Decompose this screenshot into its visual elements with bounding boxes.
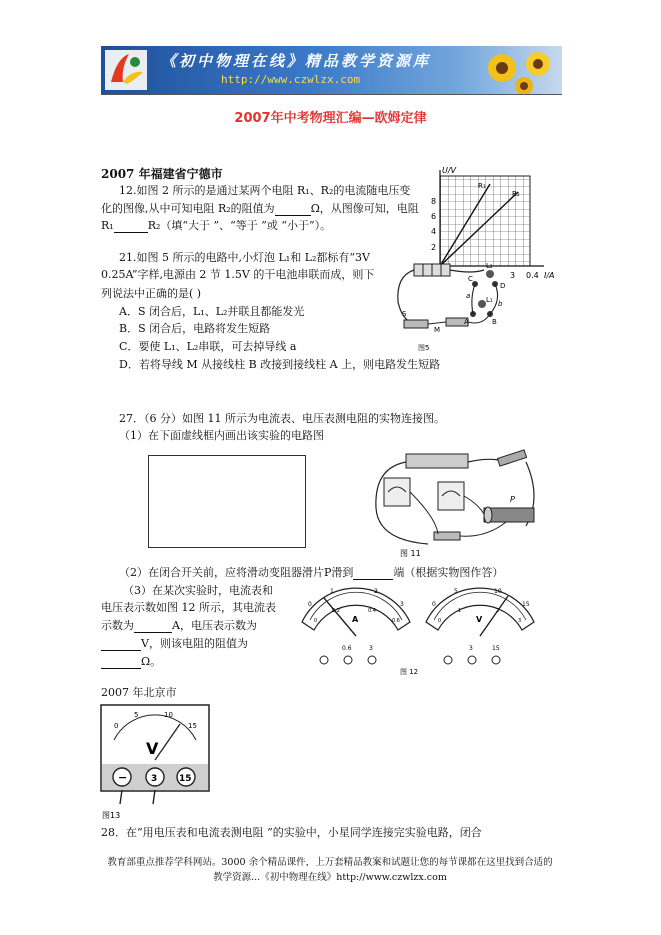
q27-sub1: （1）在下面虚线框内画出该实验的电路图 (119, 429, 324, 442)
q27-line1: 27．（6 分）如图 11 所示为电流表、电压表测电阻的实物连接图。 (119, 412, 445, 425)
q27-blank-slider-end[interactable] (353, 565, 393, 580)
battery-pack-icon (406, 454, 468, 468)
fig13-symbol: V (146, 739, 159, 758)
ammeter-small-2: 0.4 (368, 608, 376, 614)
switch-icon (404, 320, 428, 328)
q21-line2: 0.25A”字样,电源由 2 节 1.5V 的干电池串联而成，则下 (101, 268, 375, 281)
label-d: D (500, 282, 506, 290)
fig13-terminal-label-3: 3 (151, 774, 158, 784)
ammeter-scale-0: 0 (308, 601, 312, 608)
q21-option-a[interactable]: A．S 闭合后，L₁、L₂并联且都能发光 (119, 305, 305, 318)
q12-line2-start: 化的图像,从中可知电阻 R₂的阻值为 (101, 202, 275, 215)
voltmeter-dial (426, 588, 534, 664)
q28-line1: 28．在“用电压表和电流表测电阻 ”的实验中，小星同学连接完实验电路，闭合 (101, 826, 482, 839)
banner-url[interactable]: http://www.czwlzx.com (221, 73, 361, 86)
q27-sub2 (119, 565, 503, 580)
voltmeter-small-2: 2 (496, 608, 500, 614)
voltmeter-small-0: 0 (438, 618, 442, 624)
header-banner (101, 46, 562, 94)
fig11-p-label: P (510, 495, 515, 504)
footer-line1: 教育部重点推荐学科网站。3000 余个精品课件，上万套精品教案和试题让您的每节课都在这里找到合适的 (107, 857, 553, 868)
graph-xlabel: I/A (544, 271, 555, 280)
label-s: S (402, 310, 407, 318)
label-l2: L₂ (486, 262, 493, 270)
voltmeter-scale-0: 0 (432, 601, 436, 608)
q21-line3: 列说法中正确的是( ) (101, 287, 202, 300)
voltmeter-terminal-label-15: 15 (492, 645, 500, 652)
q27-blank-resistance[interactable] (101, 654, 141, 669)
fig12-caption: 图 12 (400, 668, 419, 676)
q27-sub3-line4 (101, 636, 248, 651)
ammeter-small-3: 0.6 (392, 618, 400, 624)
q27-sub2-start: （2）在闭合开关前，应将滑动变阻器滑片P滑到 (119, 566, 354, 579)
q27-blank-voltage[interactable] (101, 636, 141, 651)
voltmeter-small-1: 1 (458, 608, 462, 614)
section-heading-ningde: 2007 年福建省宁德市 (101, 167, 223, 181)
q12-line3 (101, 218, 331, 233)
fig13-scale-0: 0 (114, 722, 119, 730)
voltmeter-scale-5: 5 (454, 588, 458, 595)
q12-blank-compare[interactable] (114, 218, 148, 233)
fig13-scale-5: 5 (134, 711, 139, 719)
ammeter-dial (302, 588, 410, 664)
bulb-l2-icon (486, 270, 494, 278)
q21-option-d[interactable]: D．若将导线 M 从接线柱 B 改接到接线柱 A 上，则电路发生短路 (119, 358, 441, 371)
q27-blank-current[interactable] (134, 618, 172, 633)
ammeter-terminal-label-0.6: 0.6 (342, 645, 352, 652)
graph-ylabel: U/V (442, 166, 457, 175)
ammeter-scale-3: 3 (400, 601, 404, 608)
fig13-scale-15: 15 (188, 722, 197, 730)
voltmeter-small-3: 3 (518, 618, 522, 624)
fig13-scale-10: 10 (164, 711, 173, 719)
fig13-caption: 图13 (102, 811, 121, 820)
q12-line1: 12.如图 2 所示的是通过某两个电阻 R₁、R₂的电流随电压变 (119, 184, 411, 197)
q27-sub3-line5 (101, 654, 161, 669)
voltmeter-terminal-label-3: 3 (469, 645, 473, 652)
fig11-caption: 图 11 (400, 549, 421, 558)
voltmeter-terminal-neg (444, 656, 452, 664)
label-m: M (434, 326, 441, 334)
ytick-8: 8 (431, 197, 437, 206)
ytick-2: 2 (431, 243, 437, 252)
q21-line1: 21.如图 5 所示的电路中,小灯泡 L₁和 L₂都标有“3V (119, 251, 370, 264)
q27-sub3-line1: （3）在某次实验时，电流表和 (123, 584, 273, 597)
label-a: A (464, 318, 469, 326)
r2-label: R₂ (512, 190, 520, 198)
voltmeter-scale-15: 15 (522, 601, 530, 608)
figure-11-apparatus (366, 448, 542, 562)
bulb-l1-icon (478, 300, 486, 308)
site-logo-icon (105, 50, 147, 90)
figure-5-circuit (390, 262, 520, 354)
q27-sub3-line3 (101, 618, 257, 633)
ammeter-scale-2: 2 (374, 588, 378, 595)
q21-option-b[interactable]: B．S 闭合后，电路将发生短路 (119, 322, 271, 335)
voltmeter-device-icon (384, 478, 410, 506)
fig5-caption: 图5 (418, 344, 430, 352)
ammeter-terminal-0.6 (344, 656, 352, 664)
banner-divider (101, 94, 562, 95)
fig13-terminal-label-neg: − (118, 771, 128, 784)
figure-12-meters (296, 582, 542, 676)
label-wire-a: a (466, 292, 471, 300)
ytick-6: 6 (431, 212, 437, 221)
ammeter-terminal-label-3: 3 (369, 645, 373, 652)
ytick-4: 4 (431, 227, 437, 236)
voltmeter-terminal-15 (492, 656, 500, 664)
q27-sub3-line2: 电压表示数如图 12 所示，其电流表 (101, 601, 276, 614)
ammeter-symbol: A (352, 615, 359, 624)
voltmeter-scale-10: 10 (494, 588, 502, 595)
switch-icon (497, 450, 526, 466)
q27-sub3-line4-text: V，则该电阻的阻值为 (141, 637, 248, 650)
q12-blank-resistance[interactable] (275, 201, 311, 216)
label-wire-b: b (498, 300, 503, 308)
label-c: C (468, 275, 473, 283)
ammeter-terminal-neg (320, 656, 328, 664)
fig13-terminal-label-15: 15 (179, 774, 192, 784)
q27-sub3-line3-start: 示数为 (101, 619, 134, 632)
ammeter-device-icon (438, 482, 464, 510)
xtick-3: 3 (510, 271, 516, 280)
xtick-0.4: 0.4 (526, 271, 539, 280)
fig13-wire-neg (120, 790, 122, 804)
voltmeter-symbol: V (476, 615, 483, 624)
q21-option-c[interactable]: C．要使 L₁、L₂串联，可去掉导线 a (119, 340, 297, 353)
wire-top (450, 270, 484, 272)
sunflower-image (472, 46, 562, 94)
banner-title: 《初中物理在线》精品教学资源库 (161, 52, 432, 70)
q27-sub3-line3-end: A，电压表示数为 (172, 619, 257, 632)
ammeter-small-0: 0 (314, 618, 318, 624)
circuit-drawing-box[interactable] (148, 455, 306, 548)
q12-line3-end: R₂（填“大于 ”、“等于 ”或 “小于”）。 (147, 219, 332, 232)
q27-sub3-line5-text: Ω。 (141, 655, 162, 668)
ammeter-terminal-3 (368, 656, 376, 664)
voltmeter-terminal-3 (468, 656, 476, 664)
q27-sub2-end: 端（根据实物图作答） (393, 566, 504, 579)
figure-13-voltmeter (100, 704, 212, 820)
q12-line3-start: R₁ (101, 219, 114, 232)
q12-line2-end: Ω，从图像可知，电阻 (310, 202, 419, 215)
page-footer (80, 855, 580, 885)
q12-line2 (101, 201, 419, 216)
document-title: 2007年中考物理汇编—欧姆定律 (234, 111, 427, 126)
label-l1: L₁ (486, 296, 493, 304)
label-b: B (492, 318, 497, 326)
fig13-wire-3 (153, 790, 155, 804)
r1-label: R₁ (478, 182, 486, 190)
ammeter-scale-1: 1 (330, 588, 334, 595)
ammeter-small-1: 0.2 (332, 608, 340, 614)
footer-line2[interactable]: 教学资源...《初中物理在线》http://www.czwlzx.com (213, 872, 447, 883)
section-heading-beijing: 2007 年北京市 (101, 686, 177, 699)
